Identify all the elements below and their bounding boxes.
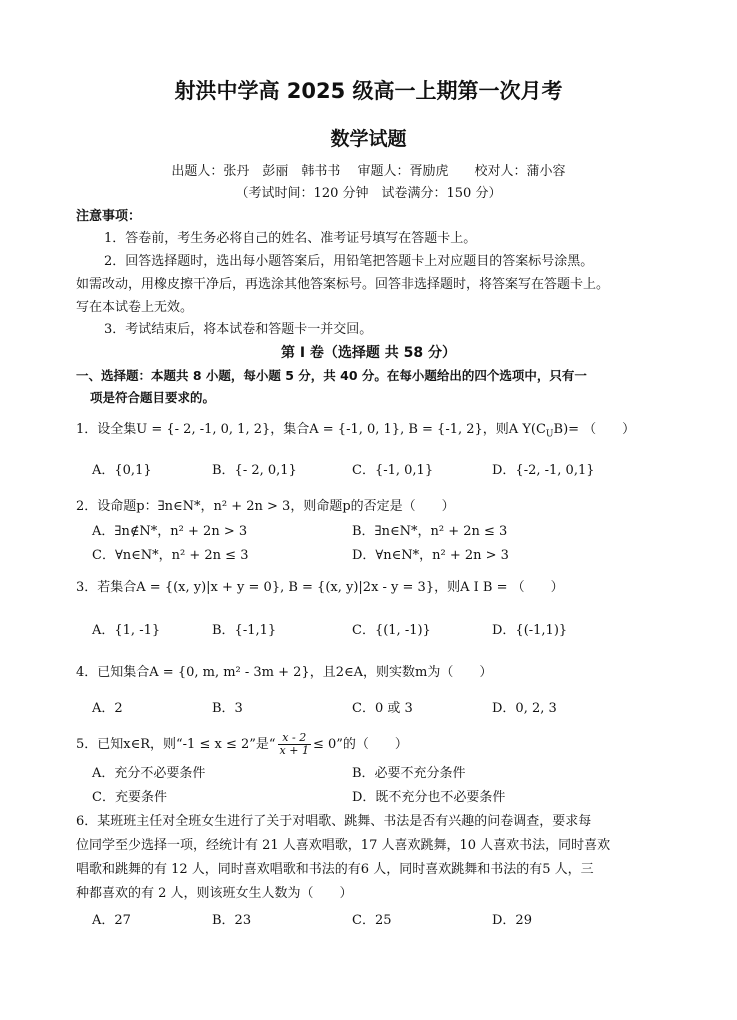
section-instruction-b: 项是符合题目要求的。 bbox=[90, 390, 216, 405]
q2-option-a: A．∃n∉N*，n² + 2n > 3 bbox=[92, 524, 248, 539]
note-2c: 写在本试卷上无效。 bbox=[76, 300, 194, 315]
section-instruction-a: 一、选择题：本题共 8 小题，每小题 5 分，共 40 分。在每小题给出的四个选项中，只有一 bbox=[76, 368, 587, 383]
q2-option-b: B．∃n∈N*，n² + 2n ≤ 3 bbox=[352, 524, 508, 539]
note-2b: 如需改动，用橡皮擦干净后，再选涂其他答案标号。回答非选择题时，将答案写在答题卡上。 bbox=[76, 277, 610, 292]
q2-option-c: C．∀n∈N*，n² + 2n ≤ 3 bbox=[92, 548, 249, 563]
q1-option-b: B．{- 2, 0,1} bbox=[212, 463, 297, 478]
q5-option-a: A．充分不必要条件 bbox=[92, 766, 206, 781]
q5-option-b: B．必要不充分条件 bbox=[352, 766, 466, 781]
q3-stem: 3．若集合A = {(x, y)|x + y = 0}, B = {(x, y)|2x - y = 3}，则A I B = （ ） bbox=[76, 580, 564, 595]
q1-option-d: D．{-2, -1, 0,1} bbox=[492, 463, 595, 478]
q3-option-d: D．{(-1,1)} bbox=[492, 623, 568, 638]
q6-line-1: 6．某班班主任对全班女生进行了关于对唱歌、跳舞、书法是否有兴趣的问卷调查，要求每 bbox=[76, 814, 592, 829]
q5-fraction: $\frac{x - 2}{x + 1}$ bbox=[279, 731, 309, 757]
note-1: 1．答卷前，考生务必将自己的姓名、准考证号填写在答题卡上。 bbox=[104, 231, 477, 246]
exam-info: （考试时间：120 分钟 试卷满分：150 分） bbox=[235, 186, 502, 201]
q1-subscript: U bbox=[545, 429, 554, 440]
q6-option-a: A．27 bbox=[92, 913, 131, 928]
q6-option-b: B．23 bbox=[212, 913, 252, 928]
q2-stem: 2．设命题p：∃n∈N*，n² + 2n > 3，则命题p的否定是（ ） bbox=[76, 499, 455, 514]
q3-option-c: C．{(1, -1)} bbox=[352, 623, 431, 638]
q4-option-b: B．3 bbox=[212, 701, 243, 716]
exam-authors: 出题人：张丹 彭丽 韩书书 审题人：胥励虎 校对人：蒲小容 bbox=[171, 164, 566, 179]
q1-option-a: A．{0,1} bbox=[92, 463, 152, 478]
q5-option-d: D．既不充分也不必要条件 bbox=[352, 790, 506, 805]
q1-stem: 1．设全集U = {- 2, -1, 0, 1, 2}，集合A = {-1, 0, 1}, B = {-1, 2}，则A $Y(C_UB)=$ （ ） bbox=[76, 422, 636, 440]
q1-option-c: C．{-1, 0,1} bbox=[352, 463, 434, 478]
q4-option-c: C．0 或 3 bbox=[352, 701, 413, 716]
note-3: 3．考试结束后，将本试卷和答题卡一并交回。 bbox=[104, 322, 373, 337]
q3-option-b: B．{-1,1} bbox=[212, 623, 277, 638]
q6-line-4: 种都喜欢的有 2 人，则该班女生人数为（ ） bbox=[76, 886, 353, 901]
section-title: 第 I 卷（选择题 共 58 分） bbox=[280, 345, 457, 361]
q3-option-a: A．{1, -1} bbox=[92, 623, 161, 638]
q4-option-a: A．2 bbox=[92, 701, 123, 716]
q6-option-d: D．29 bbox=[492, 913, 532, 928]
q6-line-3: 唱歌和跳舞的有 12 人，同时喜欢唱歌和书法的有6 人，同时喜欢跳舞和书法的有5 人，三 bbox=[76, 862, 594, 877]
q6-option-c: C．25 bbox=[352, 913, 392, 928]
q4-option-d: D．0, 2, 3 bbox=[492, 701, 557, 716]
exam-title: 射洪中学高 2025 级高一上期第一次月考 bbox=[174, 79, 563, 103]
q5-stem: 5．已知x∈R，则“-1 ≤ x ≤ 2”是“ $\frac{x - 2}{x + 1}$ ≤ 0”的（ ） bbox=[76, 731, 408, 757]
q2-option-d: D．∀n∈N*，n² + 2n > 3 bbox=[352, 548, 509, 563]
notes-heading: 注意事项： bbox=[76, 209, 142, 224]
note-2a: 2．回答选择题时，选出每小题答案后，用铅笔把答题卡上对应题目的答案标号涂黑。 bbox=[104, 254, 594, 269]
exam-subject: 数学试题 bbox=[330, 128, 407, 150]
q6-line-2: 位同学至少选择一项，经统计有 21 人喜欢唱歌，17 人喜欢跳舞，10 人喜欢书法，同时喜欢 bbox=[76, 838, 611, 853]
q4-stem: 4．已知集合A = {0, m, m² - 3m + 2}，且2∈A，则实数m为（ ） bbox=[76, 665, 493, 680]
q5-option-c: C．充要条件 bbox=[92, 790, 167, 805]
